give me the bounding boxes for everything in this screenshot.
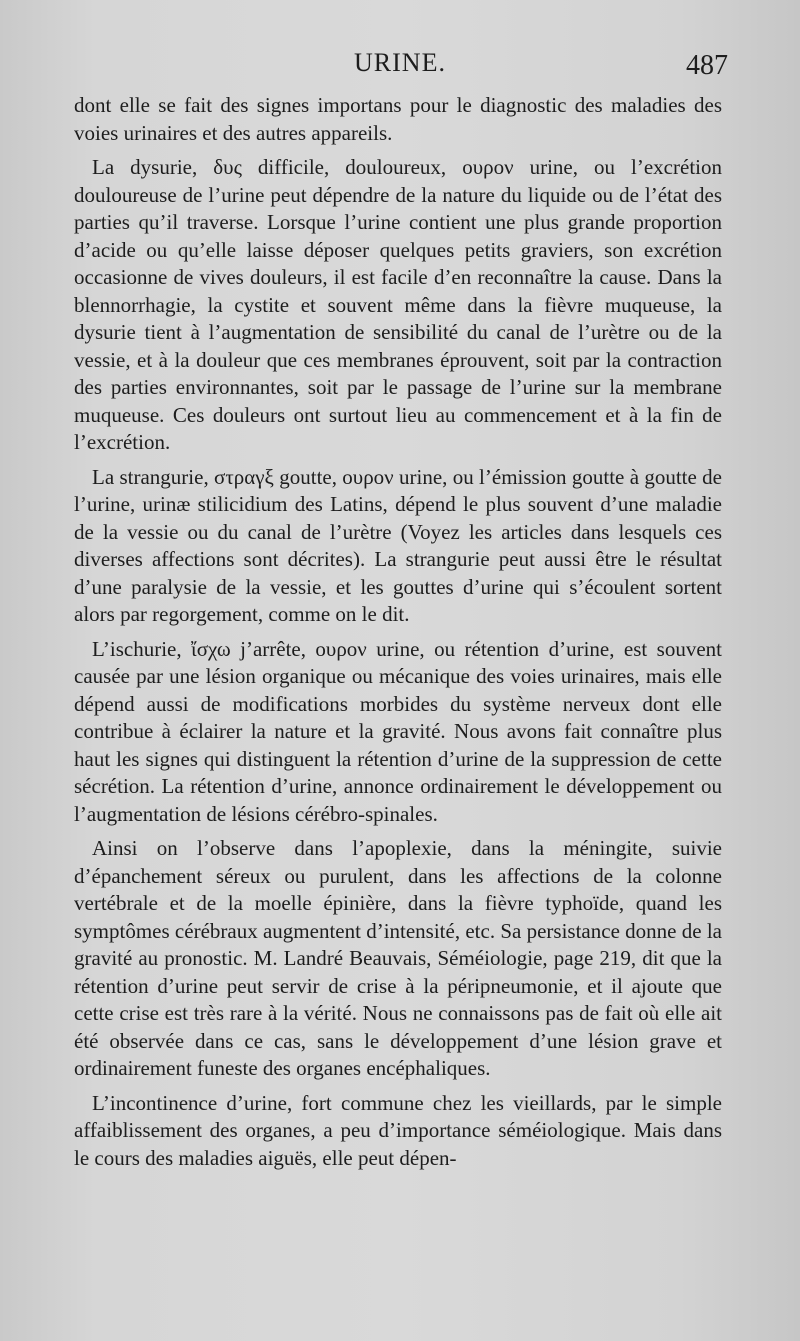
running-title: URINE. bbox=[354, 48, 446, 77]
body-text bbox=[74, 92, 722, 1179]
paragraph-continuation: dont elle se fait des signes importans pour le diagnostic des maladies des voies urinaires et des autres appareils. bbox=[74, 93, 722, 145]
paragraph-apoplexie: Ainsi on l’observe dans l’apoplexie, dans la méningite, suivie d’épanchement séreux ou purulent, dans les affections de la colonne vertébrale et de la moelle épinière, dans la fièvre typhoïde, quand les symptômes cérébraux augmentent d’intensité, etc. Sa persistance donne de la gravité au pronostic. M. Landré Beauvais, Séméiologie, page 219, dit que la rétention d’urine peut servir de crise à la péripneumonie, et il ajoute que cette crise est très rare à la vérité. Nous ne connaissons pas de fait où elle ait été observée dans ce cas, sans le développement d’une lésion grave et ordinairement funeste des organes encéphaliques. bbox=[74, 836, 722, 1080]
page-header bbox=[0, 48, 800, 84]
paragraph-dysurie: La dysurie, δυς difficile, douloureux, ουρον urine, ou l’excrétion douloureuse de l’urine peut dépendre de la nature du liquide ou de l’état des parties qu’il traverse. Lorsque l’urine contient une plus grande proportion d’acide ou qu’elle laisse déposer quelques petits graviers, son excrétion occasionne de vives douleurs, il est facile d’en reconnaître la cause. Dans la blennorrhagie, la cystite et souvent même dans la fièvre muqueuse, la dysurie tient à l’augmentation de sensibilité du canal de l’urètre ou de la vessie, et à la douleur que ces membranes éprouvent, soit par la contraction des parties environnantes, soit par le passage de l’urine sur la membrane muqueuse. Ces douleurs ont surtout lieu au commencement et à la fin de l’excrétion. bbox=[74, 155, 722, 454]
page-number: 487 bbox=[686, 50, 728, 81]
paragraph-ischurie: L’ischurie, ἴσχω j’arrête, ουρον urine, ou rétention d’urine, est souvent causée par une lésion organique ou mécanique des voies urinaires, mais elle dépend aussi de modifications morbides du système nerveux dont elle contribue à éclairer la nature et la gravité. Nous avons fait connaître plus haut les signes qui distinguent la rétention d’urine de la suppression de cette sécrétion. La rétention d’urine, annonce ordinairement le développement ou l’augmentation de lésions cérébro-spinales. bbox=[74, 636, 722, 826]
paragraph-strangurie: La strangurie, στραγξ goutte, ουρον urine, ou l’émission goutte à goutte de l’urine, urinæ stilicidium des Latins, dépend le plus souvent d’une maladie de la vessie ou du canal de l’urètre (Voyez les articles dans lesquels ces diverses affections sont décrites). La strangurie peut aussi être le résultat d’une paralysie de la vessie, et les gouttes d’urine qui s’écoulent sortent alors par regorgement, comme on le dit. bbox=[74, 464, 722, 626]
paragraph-incontinence: L’incontinence d’urine, fort commune chez les vieillards, par le simple affaiblissement des organes, a peu d’importance séméiologique. Mais dans le cours des maladies aiguës, elle peut dépen- bbox=[74, 1090, 722, 1170]
